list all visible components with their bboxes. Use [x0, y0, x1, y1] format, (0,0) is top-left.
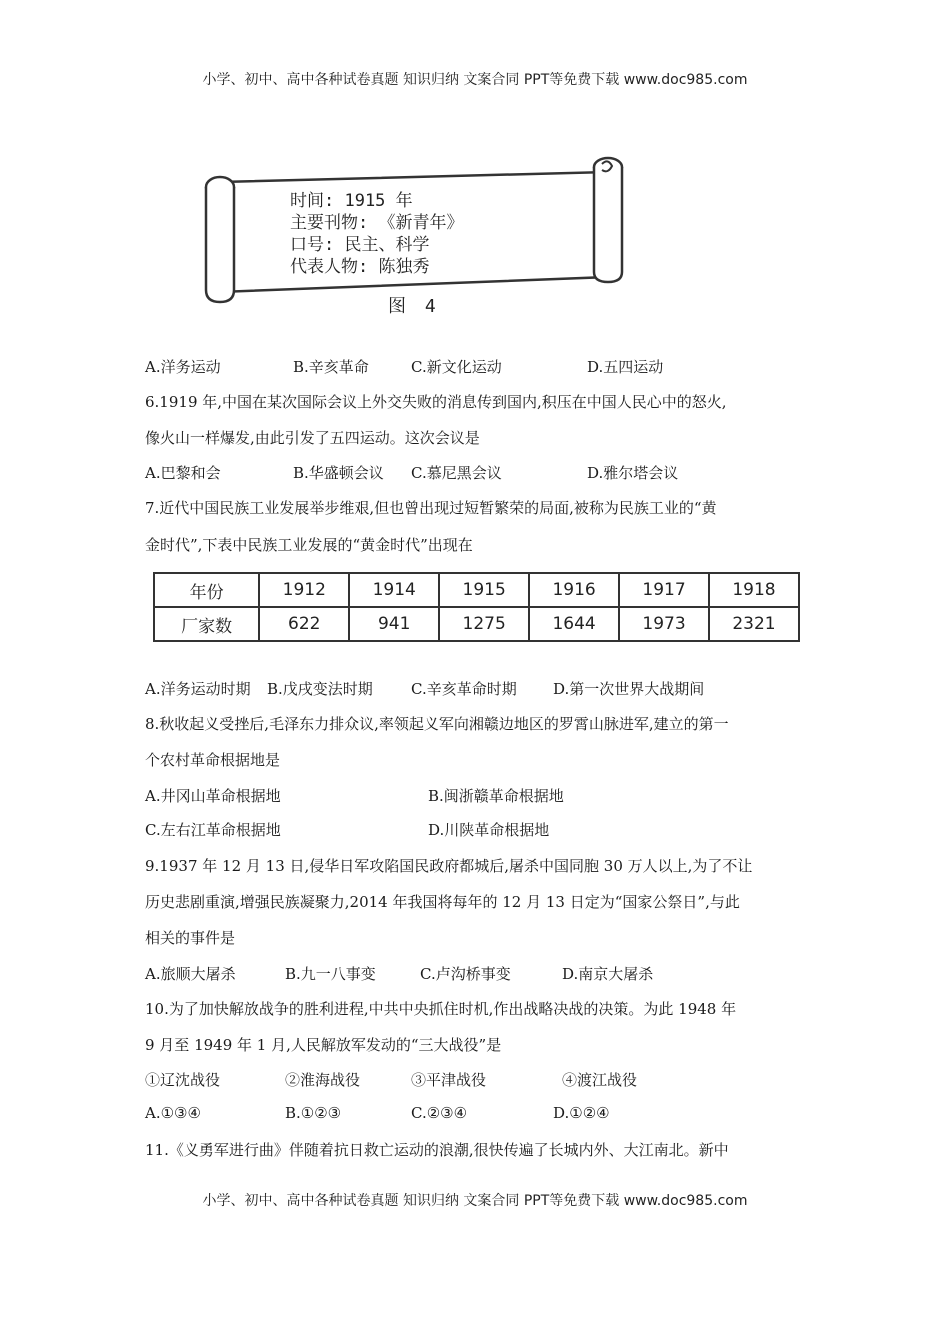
- q9-option-b: B.九一八事变: [285, 965, 376, 983]
- q9-line-2: 历史悲剧重演,增强民族凝聚力,2014 年我国将每年的 12 月 13 日定为“国家公祭日”,与此: [145, 893, 740, 911]
- table-row-counts: [154, 607, 799, 641]
- q10-line-2: 9 月至 1949 年 1 月,人民解放军发动的“三大战役”是: [145, 1036, 502, 1054]
- q9-option-c: C.卢沟桥事变: [420, 965, 511, 983]
- table-cell: 1914: [349, 573, 439, 607]
- table-row-label: 厂家数: [154, 607, 259, 641]
- table-cell: 622: [259, 607, 349, 641]
- q8-line-2: 个农村革命根据地是: [145, 751, 281, 769]
- figure-caption: 图 4: [388, 296, 440, 317]
- figure-line-journal: 主要刊物: 《新青年》: [290, 213, 464, 233]
- table-cell: 941: [349, 607, 439, 641]
- q7-option-c: C.辛亥革命时期: [411, 680, 517, 698]
- figure-4-text: [290, 190, 463, 278]
- q10-item-3: ③平津战役: [411, 1071, 487, 1089]
- q10-option-b: B.①②③: [285, 1104, 342, 1122]
- table-cell: 1916: [529, 573, 619, 607]
- table-cell: 1912: [259, 573, 349, 607]
- q6-line-2: 像火山一样爆发,由此引发了五四运动。这次会议是: [145, 429, 480, 447]
- q6-option-c: C.慕尼黑会议: [411, 464, 502, 482]
- table-cell: 1917: [619, 573, 709, 607]
- q7-option-b: B.戊戌变法时期: [267, 680, 373, 698]
- q5-option-a: A.洋务运动: [145, 358, 221, 376]
- q10-item-2: ②淮海战役: [285, 1071, 361, 1089]
- table-cell: 1915: [439, 573, 529, 607]
- q10-option-c: C.②③④: [411, 1104, 468, 1122]
- q6-option-d: D.雅尔塔会议: [587, 464, 679, 482]
- q8-option-d: D.川陕革命根据地: [428, 821, 550, 839]
- page-header: 小学、初中、高中各种试卷真题 知识归纳 文案合同 PPT等免费下载 www.doc985.com: [202, 72, 748, 88]
- table-row-years: [154, 573, 799, 607]
- figure-line-time: 时间: 1915 年: [290, 191, 413, 211]
- q8-option-a: A.井冈山革命根据地: [145, 787, 281, 805]
- q9-line-1: 9.1937 年 12 月 13 日,侵华日军攻陷国民政府都城后,屠杀中国同胞 30 万人以上,为了不让: [145, 857, 753, 875]
- q7-option-a: A.洋务运动时期: [145, 680, 251, 698]
- q8-option-b: B.闽浙赣革命根据地: [428, 787, 564, 805]
- q8-option-c: C.左右江革命根据地: [145, 821, 281, 839]
- q10-option-d: D.①②④: [553, 1104, 610, 1122]
- table-row-label: 年份: [154, 573, 259, 607]
- q10-item-4: ④渡江战役: [562, 1071, 638, 1089]
- table-cell: 1644: [529, 607, 619, 641]
- q8-line-1: 8.秋收起义受挫后,毛泽东力排众议,率领起义军向湘赣边地区的罗霄山脉进军,建立的第一: [145, 715, 729, 733]
- figure-line-slogan: 口号: 民主、科学: [290, 235, 430, 255]
- q5-option-c: C.新文化运动: [411, 358, 502, 376]
- q9-option-a: A.旅顺大屠杀: [145, 965, 236, 983]
- q7-option-d: D.第一次世界大战期间: [553, 680, 705, 698]
- q6-option-b: B.华盛顿会议: [293, 464, 384, 482]
- q5-option-d: D.五四运动: [587, 358, 664, 376]
- table-cell: 2321: [709, 607, 799, 641]
- q7-line-1: 7.近代中国民族工业发展举步维艰,但也曾出现过短暂繁荣的局面,被称为民族工业的“黄: [145, 499, 717, 517]
- q10-item-1: ①辽沈战役: [145, 1071, 221, 1089]
- page-footer: 小学、初中、高中各种试卷真题 知识归纳 文案合同 PPT等免费下载 www.doc985.com: [202, 1193, 748, 1209]
- figure-line-figure: 代表人物: 陈独秀: [290, 257, 430, 277]
- q11-line-1: 11.《义勇军进行曲》伴随着抗日救亡运动的浪潮,很快传遍了长城内外、大江南北。新中: [145, 1141, 729, 1159]
- table-cell: 1973: [619, 607, 709, 641]
- q5-option-b: B.辛亥革命: [293, 358, 369, 376]
- factory-count-table: [153, 572, 800, 642]
- q9-line-3: 相关的事件是: [145, 929, 236, 947]
- table-cell: 1275: [439, 607, 529, 641]
- q9-option-d: D.南京大屠杀: [562, 965, 654, 983]
- q10-option-a: A.①③④: [145, 1104, 201, 1122]
- q7-line-2: 金时代”,下表中民族工业发展的“黄金时代”出现在: [145, 536, 473, 554]
- table-cell: 1918: [709, 573, 799, 607]
- q6-option-a: A.巴黎和会: [145, 464, 221, 482]
- q6-line-1: 6.1919 年,中国在某次国际会议上外交失败的消息传到国内,积压在中国人民心中的怒火,: [145, 393, 727, 411]
- q10-line-1: 10.为了加快解放战争的胜利进程,中共中央抓住时机,作出战略决战的决策。为此 1948 年: [145, 1000, 737, 1018]
